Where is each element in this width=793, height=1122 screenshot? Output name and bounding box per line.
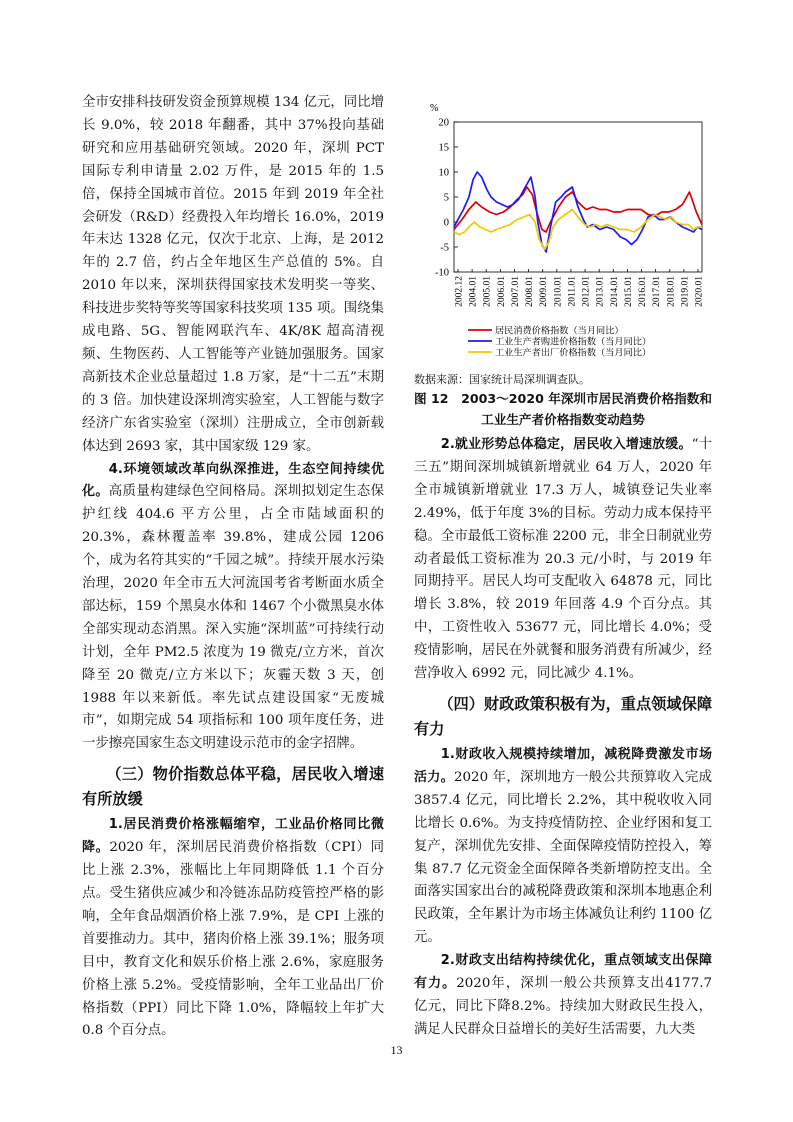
section-3-title: （三）物价指数总体平稳，居民收入增速有所放缓 bbox=[82, 765, 384, 809]
x-tick-label: 2013.01 bbox=[595, 276, 606, 307]
x-tick-label: 2012.01 bbox=[581, 276, 592, 307]
x-tick-label: 2019.01 bbox=[680, 276, 691, 307]
y-tick-label: 15 bbox=[438, 142, 449, 154]
fiscal-income-paragraph bbox=[414, 744, 712, 950]
x-tick-label: 2009.01 bbox=[539, 276, 550, 307]
right-column bbox=[414, 92, 712, 1042]
legend-label: 工业生产者购进价格指数（当月同比） bbox=[495, 336, 652, 347]
x-tick-label: 2011.01 bbox=[567, 276, 578, 307]
figure-12 bbox=[414, 92, 712, 370]
fiscal-spend-body: 2020年，深圳一般公共预算支出4177.7 亿元，同比下降8.2%。持续加大财政民生投入，满足人民群众日益增长的美好生活需要，九大类 bbox=[414, 976, 712, 1037]
y-tick-label: 0 bbox=[443, 217, 449, 229]
fiscal-income-body: 2020 年，深圳地方一般公共预算收入完成 3857.4 亿元，同比增长 2.2%，其中税收收入同比增长 0.6%。为支持疫情防控、企业纾困和复工复产，深圳优先安排、全面保障疫情防控投入，筹集 87.7 亿元资金全面保障各类新增防控支出。全面落实国家出台的减税降费政策和深圳本地惠企利民政策，全年累计为市场主体减负让利约 1100 亿元。 bbox=[414, 769, 712, 946]
fiscal-income-heading: 1.财政收入规模持续增加，减税降费激发市场活力。 bbox=[414, 746, 712, 785]
fiscal-spend-paragraph bbox=[414, 950, 712, 1042]
cpi-paragraph bbox=[82, 814, 384, 1043]
x-tick-label: 2005.01 bbox=[482, 276, 493, 307]
chart-source: 数据来源：国家统计局深圳调查队。 bbox=[414, 373, 590, 386]
x-tick-label: 2016.01 bbox=[638, 276, 649, 307]
left-column bbox=[82, 92, 384, 1043]
cpi-body: 2020 年，深圳居民消费价格指数（CPI）同比上涨 2.3%，涨幅比上年同期降低 1.1 个百分点。受生猪供应减少和冷链冻品防疫管控严格的影响，全年食品烟酒价格上涨 7.9%，是 CPI 上涨的首要推动力。其中，猪肉价格上涨 39.1%；服务项目中，教育文化和娱乐价格上涨 2.6%，家庭服务价格上涨 5.2%。受疫情影响，全年工业品出厂价格指数（PPI）同比下降 1.0%，降幅较上年扩大 0.8 个百分点。 bbox=[82, 840, 384, 1039]
x-tick-label: 2018.01 bbox=[666, 276, 677, 307]
y-axis-unit: % bbox=[430, 103, 439, 114]
legend-label: 居民消费价格指数（当月同比） bbox=[495, 325, 624, 336]
price-index-chart bbox=[414, 92, 712, 370]
employment-body: “十三五”期间深圳城镇新增就业 64 万人，2020 年全市城镇新增就业 17.3 万人，城镇登记失业率 2.49%，低于年度 3%的目标。劳动力成本保持平稳。全市最低工资标准 2200 元，非全日制就业劳动者最低工资标准为 20.3 元/小时，与 2019 年同期持平。居民人均可支配收入 64878 元，同比增长 3.8%，较 2019 年回落 4.9 个百分点。其中，工资性收入 53677 元，同比增长 4.0%；受疫情影响，居民在外就餐和服务消费有所减少，经营净收入 6992 元，同比减少 4.1%。 bbox=[414, 437, 712, 682]
x-tick-label: 2014.01 bbox=[609, 276, 620, 307]
env-paragraph bbox=[82, 459, 384, 757]
fiscal-spend-heading: 2.财政支出结构持续优化，重点领域支出保障有力。 bbox=[414, 953, 712, 992]
x-tick-label: 2008.01 bbox=[525, 276, 536, 307]
employment-paragraph bbox=[414, 434, 712, 686]
y-tick-label: -5 bbox=[440, 242, 449, 254]
y-tick-label: 10 bbox=[438, 167, 449, 179]
page-number: 13 bbox=[390, 1043, 403, 1057]
y-tick-label: 20 bbox=[438, 117, 449, 129]
x-tick-label: 2002.12 bbox=[454, 276, 465, 307]
cpi-heading: 1.居民消费价格涨幅缩窄，工业品价格同比微降。 bbox=[82, 817, 384, 856]
y-tick-label: -10 bbox=[435, 267, 449, 279]
y-tick-label: 5 bbox=[443, 192, 449, 204]
x-tick-label: 2007.01 bbox=[510, 276, 521, 307]
employment-heading: 2.就业形势总体稳定，居民收入增速放缓。 bbox=[440, 437, 692, 452]
series-line-3 bbox=[454, 210, 702, 250]
body-paragraph-rd: 全市安排科技研发资金预算规模 134 亿元，同比增长 9.0%，较 2018 年翻番，其中 37%投向基础研究和应用基础研究领域。2020 年，深圳 PCT 国际专利申请量 2.02 万件，是 2015 年的 1.5 倍，保持全国城市首位。2015 年到 2019 年全社会研发（R&D）经费投入年均增长 16.0%，2019 年末达 1328 亿元，仅次于北京、上海，是 2012 年的 2.7 倍，约占全年地区生产总值的 5%。自 2010 年以来，深圳获得国家技术发明奖一等奖、科技进步奖特等奖等国家科技奖项 135 项。围绕集成电路、5G、智能网联汽车、4K/8K 超高清视频、生物医药、人工智能等产业链加强服务。国家高新技术企业总量超过 1.8 万家，是“十二五”末期的 3 倍。加快建设深圳湾实验室，人工智能与数字经济广东省实验室（深圳）注册成立，全市创新载体达到 2693 家，其中国家级 129 家。 bbox=[82, 95, 384, 454]
env-body: 高质量构建绿色空间格局。深圳拟划定生态保护红线 404.6 平方公里，占全市陆域面积的 20.3%，森林覆盖率 39.8%，建成公园 1206 个，成为名符其实的“千园之城”。持续开展水污染治理，2020 年全市五大河流国考省考断面水质全部达标，159 个黑臭水体和 1467 个小微黑臭水体全部实现动态消黑。深入实施“深圳蓝”可持续行动计划，全年 PM2.5 浓度为 19 微克/立方米，首次降至 20 微克/立方米以下；灰霾天数 3 天，创 1988 年以来新低。率先试点建设国家“无废城市”，如期完成 54 项指标和 100 项年度任务，进一步擦亮国家生态文明建设示范市的金字招牌。 bbox=[82, 484, 384, 752]
section-4-title: （四）财政政策积极有为，重点领域保障有力 bbox=[414, 694, 712, 738]
legend-label: 工业生产者出厂价格指数（当月同比） bbox=[495, 347, 652, 358]
x-tick-label: 2017.01 bbox=[652, 276, 663, 307]
x-tick-label: 2020.01 bbox=[694, 276, 705, 307]
x-tick-label: 2010.01 bbox=[553, 276, 564, 307]
figure-caption: 图 12 2003～2020 年深圳市居民消费价格指数和工业生产者价格指数变动趋势 bbox=[414, 391, 712, 427]
x-tick-label: 2004.01 bbox=[468, 276, 479, 307]
x-tick-label: 2006.01 bbox=[496, 276, 507, 307]
x-tick-label: 2015.01 bbox=[623, 276, 634, 307]
series-line-1 bbox=[454, 187, 702, 232]
env-heading: 4.环境领域改革向纵深推进，生态空间持续优化。 bbox=[82, 461, 384, 500]
